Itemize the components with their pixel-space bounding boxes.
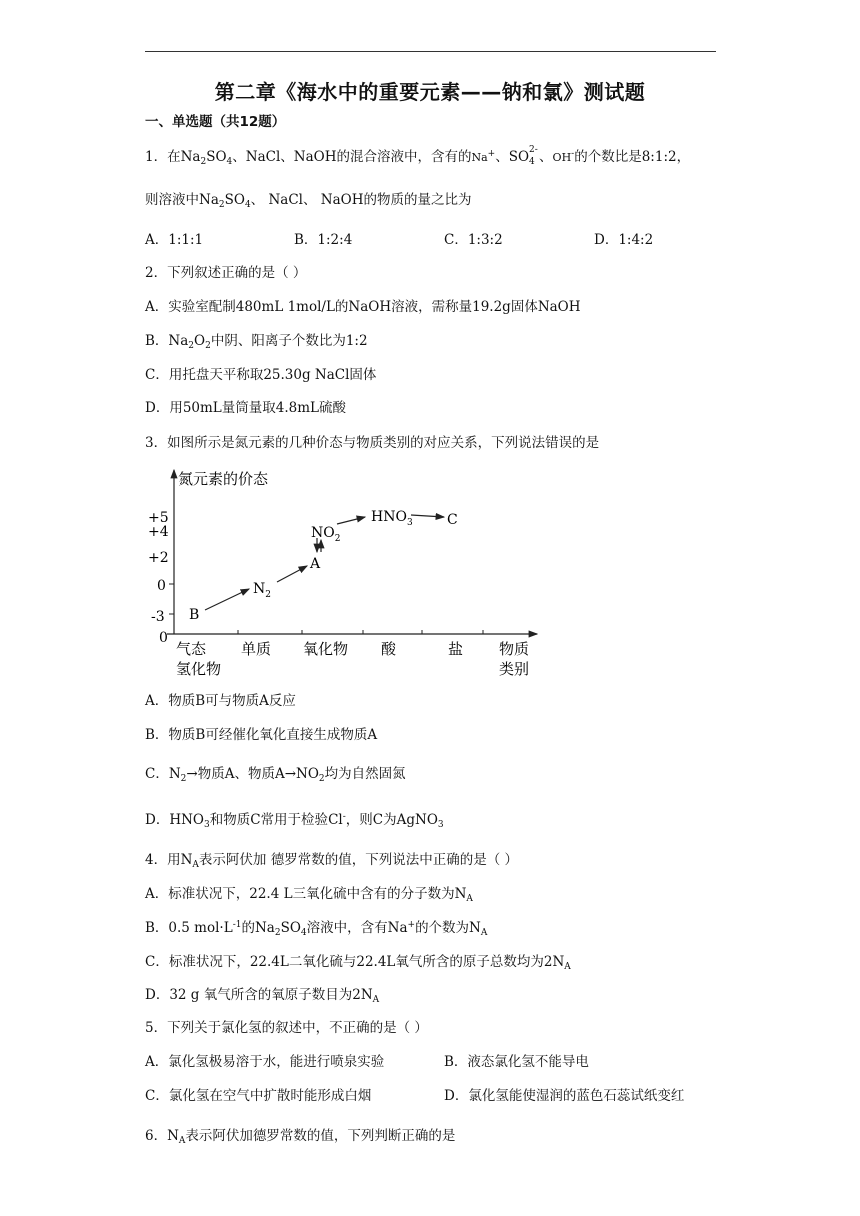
q5-stem: 5．下列关于氯化氢的叙述中，不正确的是（ ） xyxy=(145,1020,428,1036)
q4-option-d: D．32 g 氧气所含的氧原子数目为$2N_A$ xyxy=(145,987,380,1005)
x-tick-oxide: 氧化物 xyxy=(303,640,349,658)
q4-option-a: A．标准状况下，22.4 L三氧化硫中含有的分子数为$N_A$ xyxy=(145,886,473,904)
origin-label: 0 xyxy=(159,630,168,646)
q5-option-b: B．液态氯化氢不能导电 xyxy=(444,1054,589,1070)
y-tick-plus4: +4 xyxy=(148,524,169,540)
point-n2: $N_2$ xyxy=(253,581,271,600)
q2-option-b: B．$Na_2O_2$中阴、阳离子个数比为1:2 xyxy=(145,333,368,351)
point-no2: $NO_2$ xyxy=(311,525,341,544)
point-hno3: $HNO_3$ xyxy=(371,509,413,528)
point-b: B xyxy=(189,607,200,623)
q4-option-c: C．标准状况下，22.4L二氧化硫与22.4L氧气所含的原子总数均为$2N_A$ xyxy=(145,954,571,972)
q3-option-a: A．物质B可与物质A反应 xyxy=(145,693,296,709)
arrow-b-to-n2 xyxy=(205,589,249,610)
x-tick-category: 类别 xyxy=(499,660,530,678)
q3-option-d: D．$HNO_3$和物质C常用于检验Cl-，则C为AgNO$_3$ xyxy=(145,812,444,830)
arrow-hno3-to-c xyxy=(411,515,444,517)
x-tick-salt: 盐 xyxy=(448,640,464,658)
x-tick-element: 单质 xyxy=(241,640,272,658)
header-rule xyxy=(145,51,716,52)
x-tick-substance: 物质 xyxy=(499,640,530,658)
x-tick-gas: 气态 xyxy=(176,640,207,658)
q4-stem: 4．用$N_A$表示阿伏加 德罗常数的值，下列说法中正确的是（ ） xyxy=(145,852,518,870)
arrow-no2-to-hno3 xyxy=(337,517,365,524)
page-title: 第二章《海水中的重要元素——钠和氯》测试题 xyxy=(214,80,646,104)
section-heading: 一、单选题（共12题） xyxy=(145,114,286,130)
q5-option-a: A．氯化氢极易溶于水，能进行喷泉实验 xyxy=(145,1054,385,1070)
q2-stem: 2．下列叙述正确的是（ ） xyxy=(145,265,307,281)
point-a: A xyxy=(310,556,321,572)
q1-option-c: C．1:3:2 xyxy=(444,232,503,248)
y-axis-label: 氮元素的价态 xyxy=(178,470,269,488)
y-tick-plus5: +5 xyxy=(148,510,169,526)
q2-option-d: D．用50mL量筒量取4.8mL硫酸 xyxy=(145,400,347,416)
arrow-n2-to-a xyxy=(277,566,307,582)
q1-option-a: A．1:1:1 xyxy=(145,232,204,248)
q1-stem-line2: 则溶液中$Na_2SO_4$、 NaCl、 NaOH的物质的量之比为 xyxy=(145,192,472,210)
y-tick-plus2: +2 xyxy=(148,550,169,566)
y-tick-minus3: -3 xyxy=(151,609,165,625)
x-tick-acid: 酸 xyxy=(381,640,397,658)
q3-stem: 3．如图所示是氮元素的几种价态与物质类别的对应关系，下列说法错误的是 xyxy=(145,435,600,451)
nitrogen-valence-diagram xyxy=(145,462,545,680)
q5-option-d: D．氯化氢能使湿润的蓝色石蕊试纸变红 xyxy=(444,1088,685,1104)
q1-stem: 1．在$Na_2SO_4$、NaCl、NaOH的混合溶液中，含有的Na+、SO 2- 4 、OH-的个数比是8:1:2， xyxy=(145,145,691,167)
q4-option-b: B．0.5 $mol\cdot L^{-1}$的$Na_2SO_4$溶液中，含有Na+的个数为$N_A$ xyxy=(145,920,488,938)
q3-option-c: C．$N_2\to$物质A、物质$A\to NO_2$均为自然固氮 xyxy=(145,766,406,784)
x-tick-hydride: 氢化物 xyxy=(176,660,222,678)
q6-stem: 6．$N_A$表示阿伏加德罗常数的值，下列判断正确的是 xyxy=(145,1128,456,1146)
y-tick-0: 0 xyxy=(157,578,166,594)
point-c: C xyxy=(447,512,458,528)
q2-option-c: C．用托盘天平称取25.30g NaCl固体 xyxy=(145,367,377,383)
q5-option-c: C．氯化氢在空气中扩散时能形成白烟 xyxy=(145,1088,372,1104)
q3-option-b: B．物质B可经催化氧化直接生成物质A xyxy=(145,727,378,743)
q1-option-d: D．1:4:2 xyxy=(594,232,654,248)
q2-option-a: A．实验室配制480mL 1mol/L的NaOH溶液，需称量19.2g固体NaOH xyxy=(145,299,581,315)
q1-option-b: B．1:2:4 xyxy=(294,232,353,248)
